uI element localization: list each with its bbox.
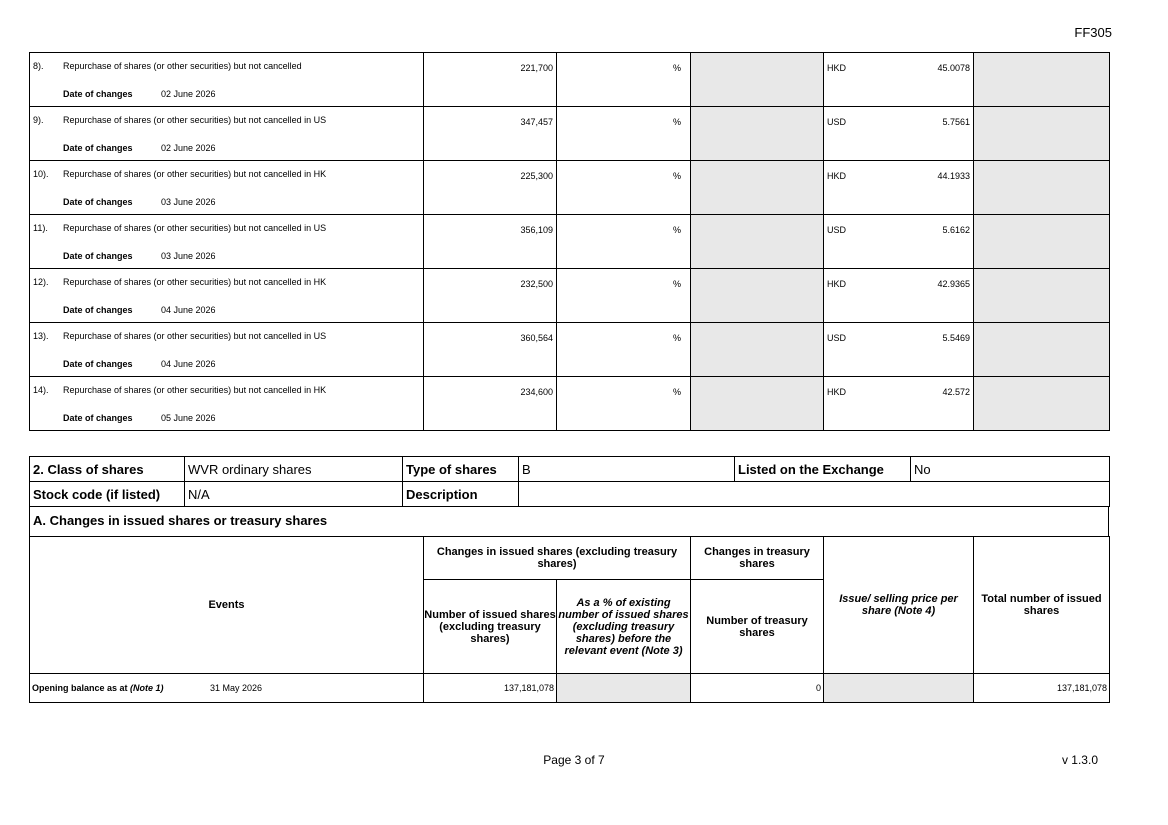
event-row <box>30 53 1110 107</box>
event-shares: 221,700 <box>424 53 557 107</box>
event-date: 02 June 2026 <box>161 89 216 99</box>
event-total-cell <box>974 215 1110 269</box>
event-pct: % <box>557 215 691 269</box>
event-number: 9). <box>33 115 44 125</box>
event-treasury-cell <box>691 377 824 431</box>
event-row <box>30 107 1110 161</box>
event-cell <box>30 53 424 107</box>
event-treasury-cell <box>691 269 824 323</box>
event-currency: HKD <box>827 171 847 181</box>
opening-total-value: 137,181,078 <box>974 674 1110 703</box>
event-total-cell <box>974 161 1110 215</box>
event-number: 11). <box>33 223 48 233</box>
event-row <box>30 323 1110 377</box>
event-number: 10). <box>33 169 49 179</box>
event-cell <box>30 323 424 377</box>
event-price-cell <box>824 269 974 323</box>
event-price-cell <box>824 53 974 107</box>
event-treasury-cell <box>691 215 824 269</box>
event-row <box>30 215 1110 269</box>
pct-existing-header: As a % of existing number of issued shares (excluding treasury shares) before the relevant event (Note 3) <box>557 580 691 674</box>
event-total-cell <box>974 377 1110 431</box>
event-pct: % <box>557 323 691 377</box>
event-currency: USD <box>827 117 847 127</box>
opening-issued-value: 137,181,078 <box>424 674 557 703</box>
event-cell <box>30 215 424 269</box>
event-price: 42.572 <box>942 387 970 397</box>
event-currency: HKD <box>827 279 847 289</box>
event-price-cell <box>824 107 974 161</box>
issued-group-header: Changes in issued shares (excluding treasury shares) <box>424 537 691 580</box>
event-total-cell <box>974 269 1110 323</box>
changes-table <box>29 536 1110 703</box>
event-price: 42.9365 <box>937 279 970 289</box>
event-cell <box>30 161 424 215</box>
num-treasury-header: Number of treasury shares <box>691 580 824 674</box>
form-code: FF305 <box>1074 25 1112 40</box>
event-treasury-cell <box>691 161 824 215</box>
event-shares: 225,300 <box>424 161 557 215</box>
opening-price-cell <box>824 674 974 703</box>
event-description: Repurchase of shares (or other securities) but not cancelled in US <box>63 331 327 341</box>
event-currency: USD <box>827 225 847 235</box>
event-row <box>30 269 1110 323</box>
event-price-cell <box>824 161 974 215</box>
event-date: 04 June 2026 <box>161 359 216 369</box>
event-pct: % <box>557 377 691 431</box>
event-date: 02 June 2026 <box>161 143 216 153</box>
stock-code-value: N/A <box>185 482 403 507</box>
class-of-shares-label: 2. Class of shares <box>30 457 185 482</box>
date-of-changes-label: Date of changes <box>63 143 133 153</box>
event-description: Repurchase of shares (or other securities) but not cancelled in HK <box>63 169 327 179</box>
event-treasury-cell <box>691 107 824 161</box>
opening-balance-label: Opening balance as at (Note 1) 31 May 2026 <box>30 674 424 703</box>
section-a-title: A. Changes in issued shares or treasury shares <box>29 506 1109 537</box>
event-pct: % <box>557 53 691 107</box>
event-shares: 232,500 <box>424 269 557 323</box>
event-date: 05 June 2026 <box>161 413 216 423</box>
date-of-changes-label: Date of changes <box>63 197 133 207</box>
event-total-cell <box>974 107 1110 161</box>
listed-value: No <box>911 457 1110 482</box>
event-pct: % <box>557 269 691 323</box>
events-table <box>29 52 1110 431</box>
event-description: Repurchase of shares (or other securities) but not cancelled in HK <box>63 385 327 395</box>
date-of-changes-label: Date of changes <box>63 359 133 369</box>
opening-balance-row <box>30 674 1110 703</box>
event-shares: 360,564 <box>424 323 557 377</box>
date-of-changes-label: Date of changes <box>63 89 133 99</box>
date-of-changes-label: Date of changes <box>63 305 133 315</box>
description-value <box>519 482 1110 507</box>
event-price: 44.1933 <box>937 171 970 181</box>
event-cell <box>30 269 424 323</box>
treasury-group-header: Changes in treasury shares <box>691 537 824 580</box>
stock-code-label: Stock code (if listed) <box>30 482 185 507</box>
event-price: 5.7561 <box>942 117 970 127</box>
event-description: Repurchase of shares (or other securities) but not cancelled in US <box>63 115 327 125</box>
event-description: Repurchase of shares (or other securities) but not cancelled in US <box>63 223 327 233</box>
opening-pct-cell <box>557 674 691 703</box>
event-shares: 356,109 <box>424 215 557 269</box>
event-price: 45.0078 <box>937 63 970 73</box>
price-header: Issue/ selling price per share (Note 4) <box>824 537 974 674</box>
event-pct: % <box>557 107 691 161</box>
event-price: 5.6162 <box>942 225 970 235</box>
class-of-shares-value: WVR ordinary shares <box>185 457 403 482</box>
event-price: 5.5469 <box>942 333 970 343</box>
event-row <box>30 161 1110 215</box>
event-treasury-cell <box>691 53 824 107</box>
page-number: Page 3 of 7 <box>543 753 605 767</box>
version-label: v 1.3.0 <box>1061 753 1098 767</box>
event-date: 03 June 2026 <box>161 251 216 261</box>
event-pct: % <box>557 161 691 215</box>
event-row <box>30 377 1110 431</box>
type-of-shares-label: Type of shares <box>403 457 519 482</box>
event-date: 03 June 2026 <box>161 197 216 207</box>
event-price-cell <box>824 215 974 269</box>
event-cell <box>30 377 424 431</box>
event-total-cell <box>974 53 1110 107</box>
total-header: Total number of issued shares <box>974 537 1110 674</box>
event-number: 14). <box>33 385 49 395</box>
event-description: Repurchase of shares (or other securities) but not cancelled <box>63 61 302 71</box>
date-of-changes-label: Date of changes <box>63 251 133 261</box>
events-header: Events <box>30 537 424 674</box>
event-shares: 234,600 <box>424 377 557 431</box>
event-number: 12). <box>33 277 49 287</box>
event-cell <box>30 107 424 161</box>
type-of-shares-value: B <box>519 457 735 482</box>
event-number: 8). <box>33 61 44 71</box>
listed-label: Listed on the Exchange <box>735 457 911 482</box>
event-price-cell <box>824 377 974 431</box>
opening-treasury-value: 0 <box>691 674 824 703</box>
event-price-cell <box>824 323 974 377</box>
event-currency: HKD <box>827 387 847 397</box>
event-currency: USD <box>827 333 847 343</box>
share-class-table <box>29 456 1110 507</box>
event-shares: 347,457 <box>424 107 557 161</box>
date-of-changes-label: Date of changes <box>63 413 133 423</box>
event-currency: HKD <box>827 63 847 73</box>
event-total-cell <box>974 323 1110 377</box>
opening-balance-date: 31 May 2026 <box>210 683 263 693</box>
event-date: 04 June 2026 <box>161 305 216 315</box>
description-label: Description <box>403 482 519 507</box>
event-treasury-cell <box>691 323 824 377</box>
event-description: Repurchase of shares (or other securities) but not cancelled in HK <box>63 277 327 287</box>
event-number: 13). <box>33 331 49 341</box>
num-issued-header: Number of issued shares (excluding treasury shares) <box>424 580 557 674</box>
